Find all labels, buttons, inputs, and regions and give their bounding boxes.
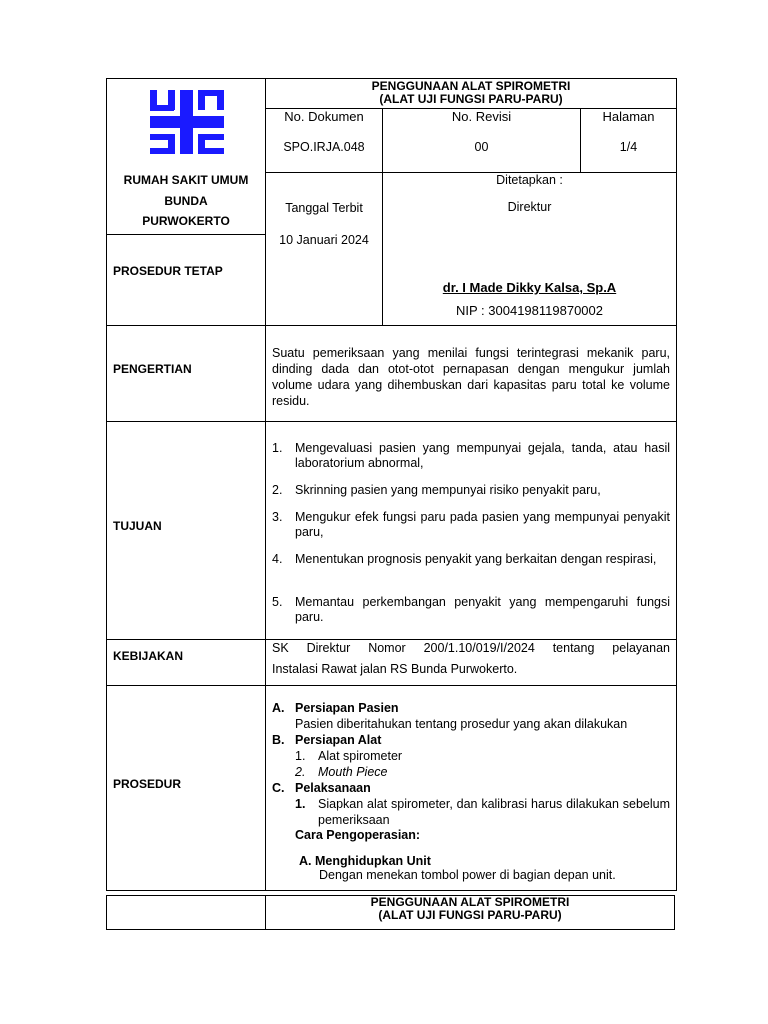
halaman-label: Halaman (602, 109, 655, 124)
no-dokumen-value: SPO.IRJA.048 (283, 140, 365, 154)
prosedur-c-item1-num: 1. (295, 797, 306, 811)
prosedur-a-mark: A. (272, 701, 285, 715)
prosedur-b-item2-num: 2. (295, 765, 306, 779)
tujuan-item-text: Skrinning pasien yang mempunyai risiko penyakit paru, (295, 483, 601, 497)
ditetapkan-label: Ditetapkan : (496, 173, 563, 187)
tujuan-item-number: 3. (272, 510, 283, 524)
prosedur-label: PROSEDUR (113, 777, 182, 791)
tujuan-item-4 (272, 552, 670, 567)
sub-a-text: Dengan menekan tombol power di bagian depan unit. (319, 868, 616, 882)
prosedur-a-title: Persiapan Pasien (295, 701, 399, 715)
column-divider (265, 78, 266, 891)
footer-border-left (106, 895, 107, 930)
pengertian-text: Suatu pemeriksaan yang menilai fungsi terintegrasi mekanik paru, dinding dada dan otot-otot pernapasan dengan mengukur jumlah volume udara yang dihembuskan dari kapasitas paru total ke volume residu. (272, 346, 670, 408)
footer-title-line1: PENGGUNAAN ALAT SPIROMETRI (370, 895, 570, 909)
tujuan-item-1 (272, 441, 670, 471)
footer-document-title (266, 896, 674, 922)
kebijakan-text (272, 638, 670, 680)
prosedur-b-mark: B. (272, 733, 285, 747)
prosedur-b-item1-num: 1. (295, 749, 306, 763)
prosedur-a-text: Pasien diberitahukan tentang prosedur yang akan dilakukan (295, 717, 628, 731)
no-revisi-label: No. Revisi (451, 109, 512, 124)
table-border-right (676, 78, 677, 891)
ditetapkan-role: Direktur (507, 200, 552, 214)
prosedur-c-title: Pelaksanaan (295, 781, 371, 795)
no-dokumen-label: No. Dokumen (284, 109, 364, 124)
director-nip: NIP : 3004198119870002 (456, 303, 603, 318)
prosedur-b-item2: Mouth Piece (318, 765, 388, 779)
kebijakan-line2: Instalasi Rawat jalan RS Bunda Purwokerto. (272, 662, 518, 676)
tujuan-item-number: 5. (272, 595, 283, 609)
table-border-bottom (106, 890, 677, 891)
sub-a-title: A. Menghidupkan Unit (299, 854, 431, 868)
tujuan-item-5 (272, 595, 670, 625)
footer-border-bottom (106, 929, 675, 930)
hospital-name-line2: BUNDA (164, 193, 208, 208)
director-name: dr. I Made Dikky Kalsa, Sp.A (442, 280, 617, 295)
tujuan-item-number: 4. (272, 552, 283, 566)
tujuan-item-3 (272, 510, 670, 540)
document-title-line2: (ALAT UJI FUNGSI PARU-PARU) (379, 92, 563, 106)
row-divider-prosedur (106, 685, 677, 686)
prosedur-c-mark: C. (272, 781, 285, 795)
tujuan-item-text: Mengevaluasi pasien yang mempunyai gejala, tanda, atau hasil laboratorium abnormal, (295, 441, 670, 470)
row-divider-tujuan (106, 421, 677, 422)
hospital-logo (150, 90, 224, 154)
footer-title-line2: (ALAT UJI FUNGSI PARU-PARU) (378, 908, 562, 922)
prosedur-b-title: Persiapan Alat (295, 733, 382, 747)
tanggal-terbit-date: 10 Januari 2024 (279, 233, 369, 247)
tujuan-item-number: 1. (272, 441, 283, 455)
document-title-line1: PENGGUNAAN ALAT SPIROMETRI (371, 79, 571, 93)
kebijakan-label: KEBIJAKAN (113, 649, 184, 663)
cara-pengoperasian-title: Cara Pengoperasian: (295, 828, 421, 842)
prosedur-b-item1: Alat spirometer (318, 749, 403, 763)
hospital-row-divider (106, 234, 266, 235)
hospital-logo-icon (150, 90, 224, 154)
hospital-name-line1: RUMAH SAKIT UMUM (123, 173, 249, 187)
tujuan-item-number: 2. (272, 483, 283, 497)
row-divider-pengertian (106, 325, 677, 326)
tujuan-item-text: Mengukur efek fungsi paru pada pasien yang mempunyai penyakit paru, (295, 510, 670, 539)
footer-border-right (674, 895, 675, 930)
halaman-value: 1/4 (619, 140, 638, 154)
document-title (266, 80, 676, 106)
kebijakan-line1: SK Direktur Nomor 200/1.10/019/I/2024 tentang pelayanan (272, 641, 670, 655)
tujuan-label: TUJUAN (113, 519, 162, 533)
hospital-name (107, 170, 265, 232)
tujuan-item-2 (272, 483, 670, 498)
procedure-title: PROSEDUR TETAP (113, 264, 223, 278)
no-revisi-value: 00 (474, 140, 489, 154)
pengertian-label: PENGERTIAN (113, 362, 192, 376)
tujuan-item-text: Menentukan prognosis penyakit yang berkaitan dengan respirasi, (295, 552, 657, 566)
tanggal-terbit-label: Tanggal Terbit (285, 201, 363, 215)
prosedur-c-item1: Siapkan alat spirometer, dan kalibrasi harus dilakukan sebelum pemeriksaan (318, 797, 670, 827)
tujuan-item-text: Memantau perkembangan penyakit yang mempengaruhi fungsi paru. (295, 595, 670, 624)
hospital-name-line3: PURWOKERTO (142, 214, 230, 228)
